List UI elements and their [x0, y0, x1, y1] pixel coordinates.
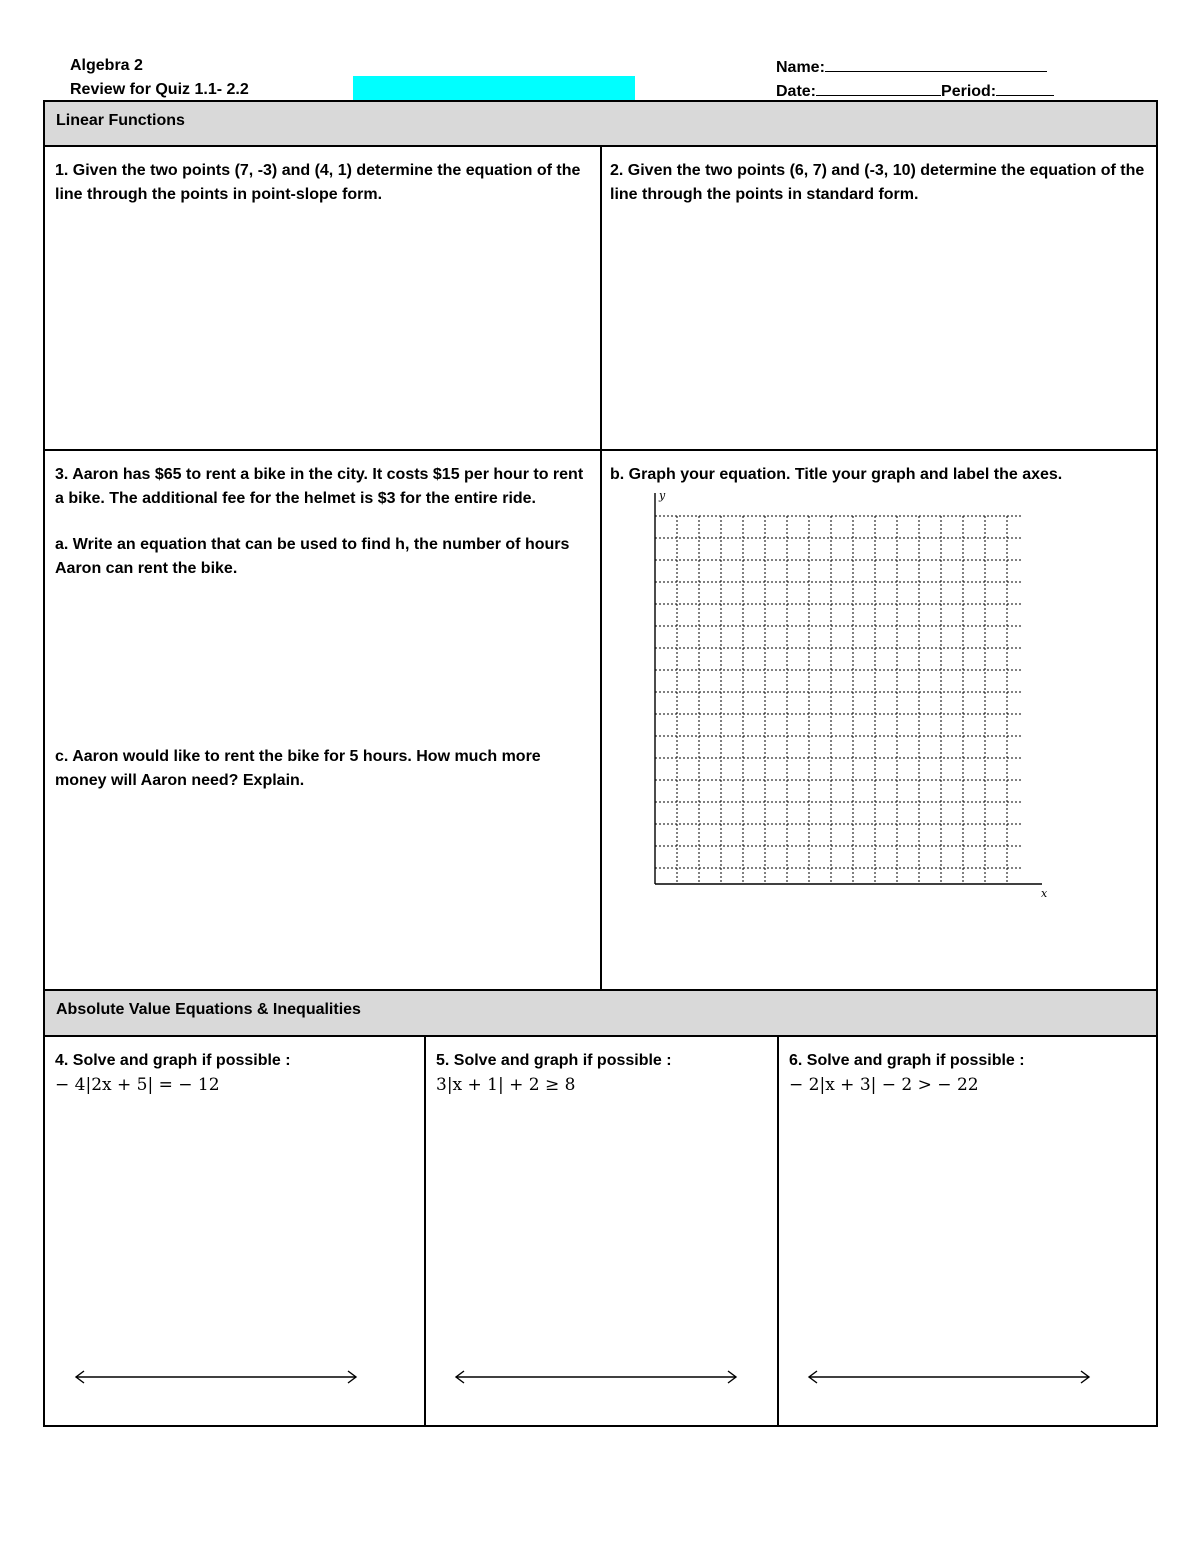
- period-blank[interactable]: [996, 81, 1054, 96]
- grid-lines: [655, 516, 1022, 884]
- question-3: [44, 451, 600, 793]
- question-5: [425, 1037, 777, 1097]
- question-4-equation: − 4|2x + 5| = − 12: [55, 1075, 220, 1095]
- question-6-label: 6. Solve and graph if possible :: [789, 1052, 1025, 1069]
- column-divider: [600, 146, 602, 990]
- highlight-bar: [353, 76, 635, 100]
- question-5-label: 5. Solve and graph if possible :: [436, 1052, 672, 1069]
- question-4: [44, 1037, 424, 1097]
- question-4-label: 4. Solve and graph if possible :: [55, 1052, 291, 1069]
- course-title: Algebra 2: [70, 57, 143, 74]
- question-2: [599, 147, 1157, 207]
- name-blank[interactable]: [825, 57, 1047, 72]
- axes: [655, 493, 1042, 884]
- question-3c-text: c. Aaron would like to rent the bike for 5 hours. How much more money will Aaron need? Explain.: [55, 748, 541, 789]
- question-b: [599, 451, 1157, 487]
- quiz-subtitle: Review for Quiz 1.1- 2.2: [70, 81, 249, 98]
- name-label: Name:: [776, 59, 825, 76]
- question-1-text: 1. Given the two points (7, -3) and (4, 1) determine the equation of the line through the points in point-slope form.: [55, 162, 581, 203]
- number-line-5: [452, 1369, 742, 1385]
- question-6: [778, 1037, 1157, 1097]
- question-b-text: b. Graph your equation. Title your graph and label the axes.: [610, 466, 1063, 483]
- y-axis-label: y: [659, 489, 666, 502]
- date-row: [776, 81, 1054, 101]
- coordinate-grid: [640, 485, 1060, 905]
- date-label: Date:: [776, 83, 817, 100]
- question-6-equation: − 2|x + 3| − 2 > − 22: [789, 1075, 979, 1095]
- number-line-6: [805, 1369, 1095, 1385]
- question-3-intro: 3. Aaron has $65 to rent a bike in the city. It costs $15 per hour to rent a bike. The additional fee for the helmet is $3 for the entire ride.: [55, 466, 584, 507]
- number-line-4: [72, 1369, 362, 1385]
- section-absolute-value: Absolute Value Equations & Inequalities: [43, 989, 1158, 1037]
- name-row: [776, 57, 1047, 77]
- section-linear-functions: Linear Functions: [43, 100, 1158, 147]
- period-label: Period:: [941, 83, 997, 100]
- question-5-equation: 3|x + 1| + 2 ≥ 8: [436, 1075, 576, 1095]
- date-blank[interactable]: [816, 81, 941, 96]
- question-3a-text: a. Write an equation that can be used to find h, the number of hours Aaron can rent the bike.: [55, 536, 570, 577]
- x-axis-label: x: [1041, 887, 1048, 900]
- question-2-text: 2. Given the two points (6, 7) and (-3, 10) determine the equation of the line through the points in standard form.: [610, 162, 1145, 203]
- question-1: [44, 147, 600, 207]
